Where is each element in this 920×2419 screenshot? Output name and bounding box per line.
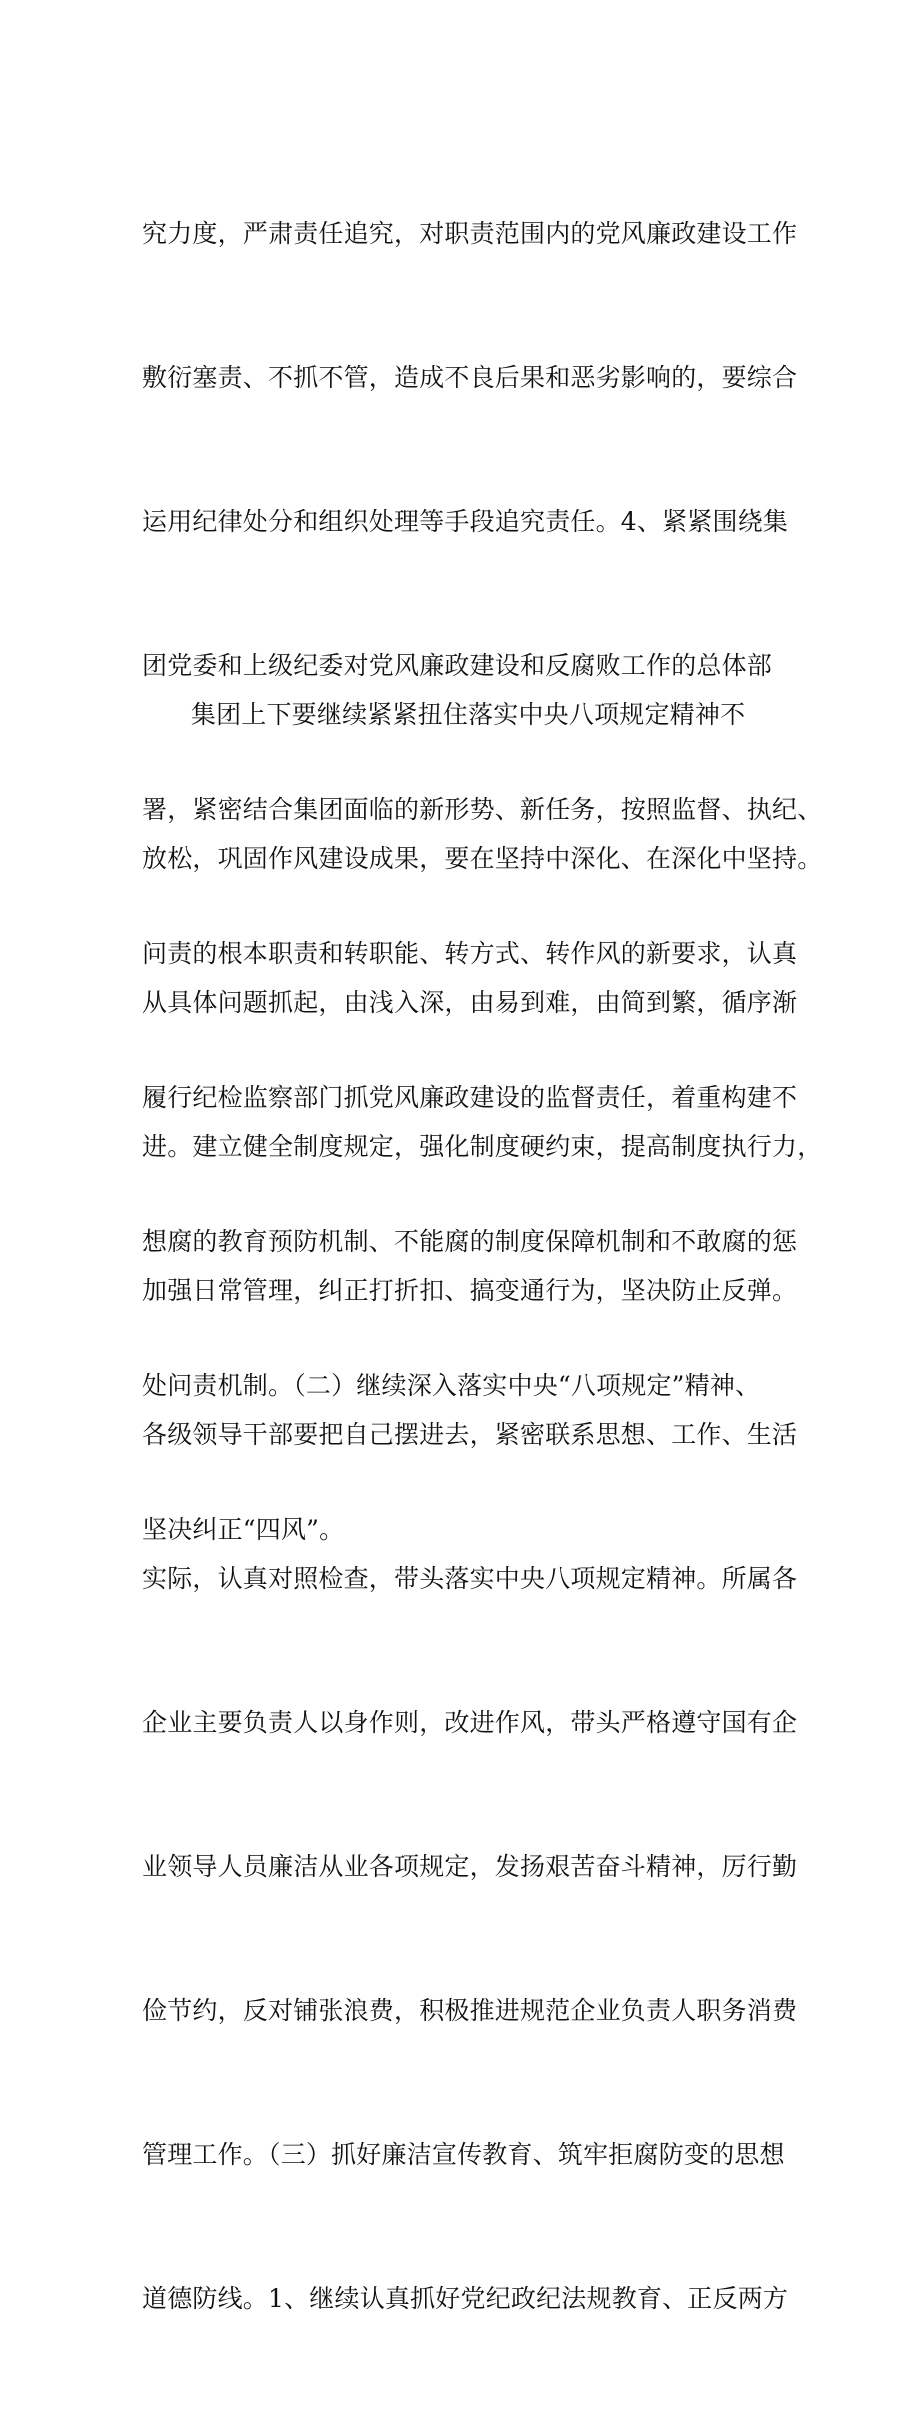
text-line: 履行纪检监察部门抓党风廉政建设的监督责任，着重构建不 (142, 1083, 798, 1112)
text-line: 从具体问题抓起，由浅入深，由易到难，由简到繁，循序渐 (142, 988, 798, 1017)
text-line: 加强日常管理，纠正打折扣、搞变通行为，坚决防止反弹。 (142, 1276, 798, 1305)
text-line: 运用纪律处分和组织处理等手段追究责任。4、紧紧围绕集 (142, 507, 789, 536)
text-line: 业领导人员廉洁从业各项规定，发扬艰苦奋斗精神，厉行勤 (142, 1852, 798, 1881)
text-line: 集团上下要继续紧紧扭住落实中央八项规定精神不 (142, 700, 746, 729)
text-line: 想腐的教育预防机制、不能腐的制度保障机制和不敢腐的惩 (142, 1227, 798, 1256)
text-line: 坚决纠正“四风”。 (142, 1515, 345, 1544)
text-line: 实际，认真对照检查，带头落实中央八项规定精神。所属各 (142, 1564, 798, 1593)
text-line: 究力度，严肃责任追究，对职责范围内的党风廉政建设工作 (142, 219, 798, 248)
text-line: 放松，巩固作风建设成果，要在坚持中深化、在深化中坚持。 (142, 844, 823, 873)
paragraph-2 (142, 595, 823, 2419)
text-line: 俭节约，反对铺张浪费，积极推进规范企业负责人职务消费 (142, 1996, 798, 2025)
text-line: 敷衍塞责、不抓不管，造成不良后果和恶劣影响的，要综合 (142, 363, 798, 392)
text-line: 道德防线。1、继续认真抓好党纪政纪法规教育、正反两方 (142, 2284, 789, 2313)
text-line: 进。建立健全制度规定，强化制度硬约束，提高制度执行力， (142, 1132, 823, 1161)
text-line: 各级领导干部要把自己摆进去，紧密联系思想、工作、生活 (142, 1420, 798, 1449)
text-line: 处问责机制。（二）继续深入落实中央“八项规定”精神、 (142, 1371, 761, 1400)
text-line: 团党委和上级纪委对党风廉政建设和反腐败工作的总体部 (142, 651, 773, 680)
text-line: 管理工作。（三）抓好廉洁宣传教育、筑牢拒腐防变的思想 (142, 2140, 785, 2169)
text-line: 问责的根本职责和转职能、转方式、转作风的新要求，认真 (142, 939, 798, 968)
text-line: 企业主要负责人以身作则，改进作风，带头严格遵守国有企 (142, 1708, 798, 1737)
text-line: 署，紧密结合集团面临的新形势、新任务，按照监督、执纪、 (142, 795, 823, 824)
